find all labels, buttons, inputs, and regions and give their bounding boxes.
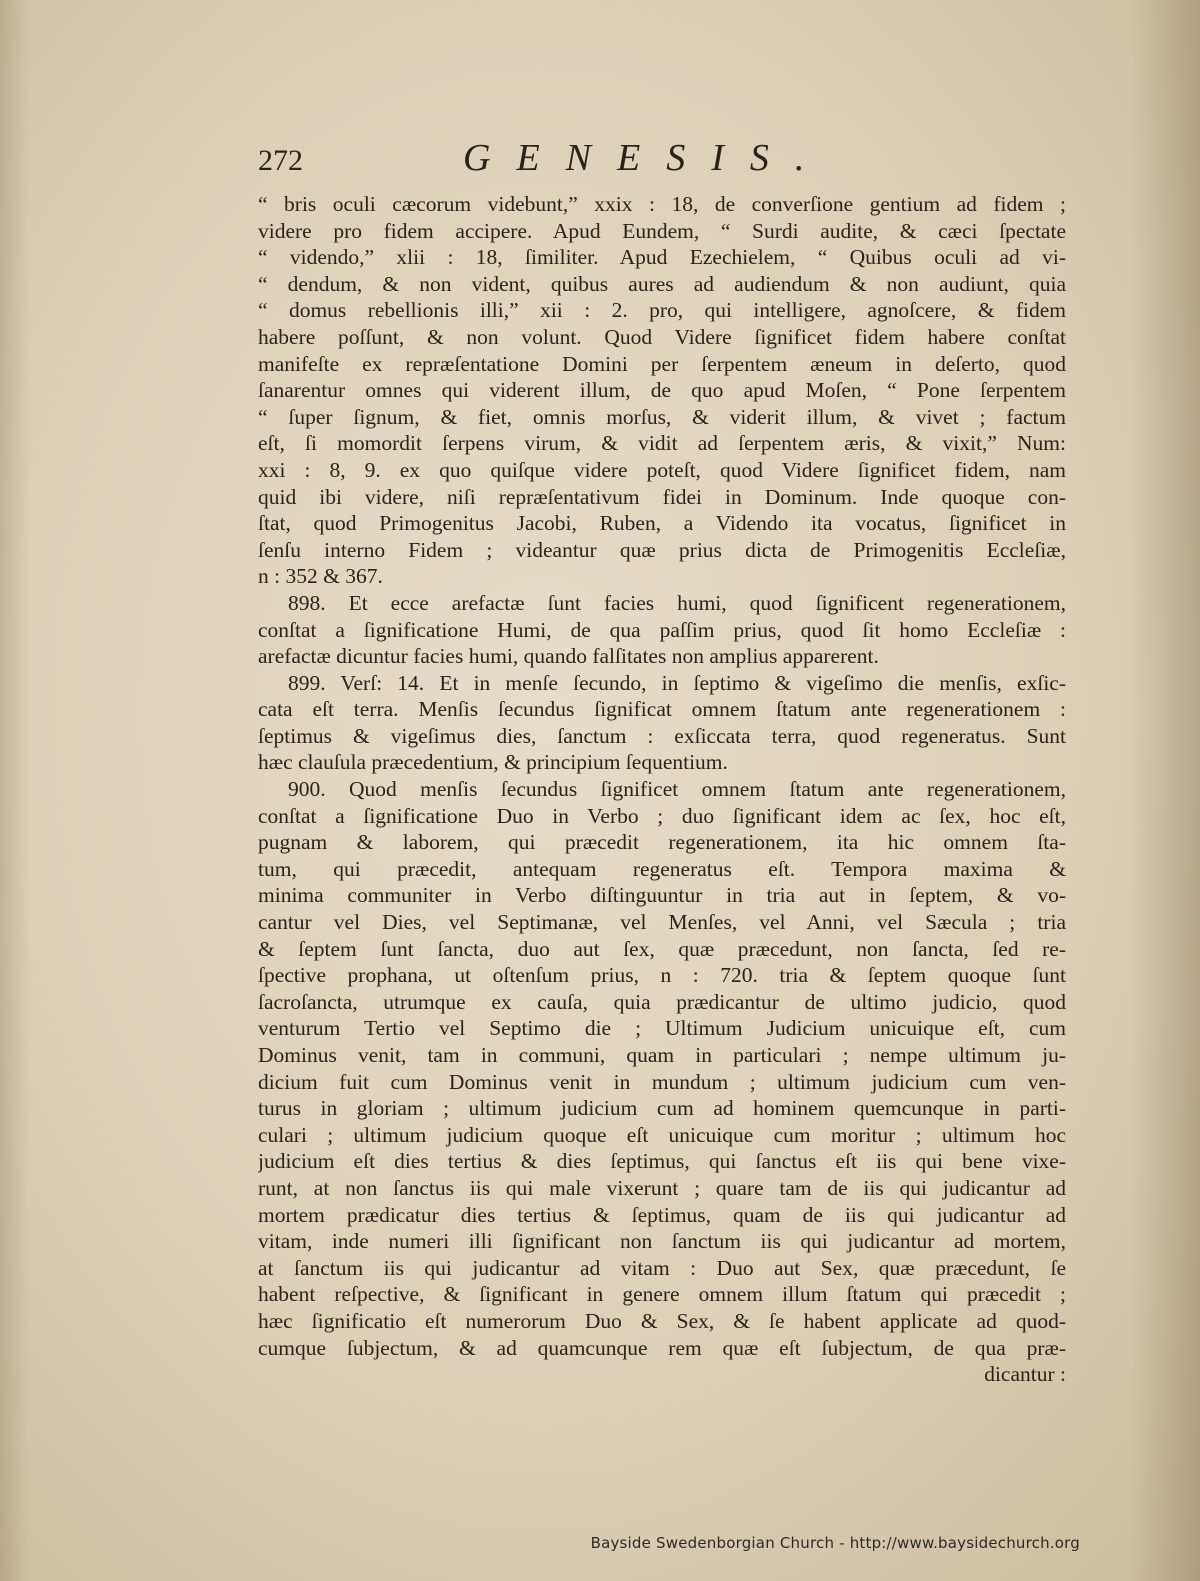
page-edge-shadow <box>1130 0 1200 1581</box>
text-line: judicium eſt dies tertius & dies ſeptimus, qui ſanctus eſt iis qui bene vixe- <box>258 1149 1066 1174</box>
watermark-credit: Bayside Swedenborgian Church - http://www.baysidechurch.org <box>590 1534 1080 1552</box>
text-line: quid ibi videre, niſi repræſentativum fidei in Dominum. Inde quoque con- <box>258 484 1066 509</box>
paragraph-900-start: 900. Quod menſis ſecundus ſignificet omnem ſtatum ante regenerationem, <box>288 777 1066 802</box>
text-line: “ ſuper ſignum, & fiet, omnis morſus, & viderit illum, & vivet ; factum <box>258 404 1066 429</box>
page-header <box>258 136 1068 180</box>
text-line: manifeſte ex repræſentatione Domini per ſerpentem æneum in deſerto, quod <box>258 351 1066 376</box>
text-line: arefactæ dicuntur facies humi, quando falſitates non amplius apparerent. <box>258 644 879 669</box>
text-line: vitam, inde numeri illi ſignificant non ſanctum iis qui judicantur ad mortem, <box>258 1229 1066 1254</box>
body-text <box>258 191 1066 1388</box>
gutter-shadow <box>0 0 30 1581</box>
text-line: “ domus rebellionis illi,” xii : 2. pro, qui intelligere, agnoſcere, & fidem <box>258 298 1066 323</box>
text-line: mortem prædicatur dies tertius & ſeptimus, quam de iis qui judicantur ad <box>258 1202 1066 1227</box>
text-line: Dominus venit, tam in communi, quam in particulari ; nempe ultimum ju- <box>258 1043 1066 1067</box>
text-line: videre pro fidem accipere. Apud Eundem, “ Surdi audite, & cæci ſpectate <box>258 218 1066 243</box>
text-line: cantur vel Dies, vel Septimanæ, vel Menſes, vel Anni, vel Sæcula ; tria <box>258 910 1066 935</box>
text-line: “ dendum, & non vident, quibus aures ad audiendum & non audiunt, quia <box>258 271 1066 296</box>
text-line: ſpective prophana, ut oſtenſum prius, n : 720. tria & ſeptem quoque ſunt <box>258 963 1066 988</box>
text-line: xxi : 8, 9. ex quo quiſque videre poteſt, quod Videre ſignificet fidem, nam <box>258 457 1066 482</box>
text-line: & ſeptem ſunt ſancta, duo aut ſex, quæ præcedunt, non ſancta, ſed re- <box>258 936 1066 961</box>
paragraph-898-start: 898. Et ecce arefactæ ſunt facies humi, quod ſignificent regenerationem, <box>288 590 1066 615</box>
text-line: minima communiter in Verbo diſtinguuntur in tria aut in ſeptem, & vo- <box>258 883 1066 908</box>
text-line: “ videndo,” xlii : 18, ſimiliter. Apud Ezechielem, “ Quibus oculi ad vi- <box>258 245 1066 270</box>
text-line: habere poſſunt, & non volunt. Quod Videre ſignificet fidem habere conſtat <box>258 324 1066 349</box>
text-line: at ſanctum iis qui judicantur ad vitam : Duo aut Sex, quæ præcedunt, ſe <box>258 1255 1066 1280</box>
text-line: ſeptimus & vigeſimus dies, ſanctum : exſiccata terra, quod regeneratus. Sunt <box>258 723 1066 748</box>
text-line: habent reſpective, & ſignificant in genere omnem illum ſtatum qui præcedit ; <box>258 1282 1066 1307</box>
page-number: 272 <box>258 144 303 177</box>
text-line: turus in gloriam ; ultimum judicium cum ad hominem quemcunque in parti- <box>258 1096 1066 1121</box>
text-line: ſacroſancta, utrumque ex cauſa, quia prædicantur de ultimo judicio, quod <box>258 989 1066 1014</box>
text-line: ſenſu interno Fidem ; videantur quæ prius dicta de Primogenitis Eccleſiæ, <box>258 537 1066 562</box>
text-line: “ bris oculi cæcorum videbunt,” xxix : 18, de converſione gentium ad fidem ; <box>258 192 1066 216</box>
text-line: conſtat a ſignificatione Humi, de qua paſſim prius, quod ſit homo Eccleſiæ : <box>258 617 1066 642</box>
text-line: hæc clauſula præcedentium, & principium ſequentium. <box>258 750 728 775</box>
text-line: ſanarentur omnes qui viderent illum, de quo apud Moſen, “ Pone ſerpentem <box>258 378 1066 403</box>
text-line: conſtat a ſignificatione Duo in Verbo ; duo ſignificant idem ac ſex, hoc eſt, <box>258 803 1066 828</box>
text-line: dicium fuit cum Dominus venit in mundum ; ultimum judicium cum ven- <box>258 1069 1066 1094</box>
text-line: tum, qui præcedit, antequam regeneratus eſt. Tempora maxima & <box>258 856 1066 881</box>
paragraph-899-start: 899. Verſ: 14. Et in menſe ſecundo, in ſeptimo & vigeſimo die menſis, exſic- <box>288 670 1066 695</box>
text-line: eſt, ſi momordit ſerpens virum, & vidit ad ſerpentem æris, & vixit,” Num: <box>258 431 1066 456</box>
text-line: cumque ſubjectum, & ad quamcunque rem quæ eſt ſubjectum, de qua præ- <box>258 1335 1066 1360</box>
text-line: ſtat, quod Primogenitus Jacobi, Ruben, a Videndo ita vocatus, ſignificet in <box>258 511 1066 536</box>
catchword: dicantur : <box>984 1362 1066 1387</box>
text-line: cata eſt terra. Menſis ſecundus ſignificat omnem ſtatum ante regenerationem : <box>258 697 1066 722</box>
running-head: GENESIS. <box>463 137 831 179</box>
text-line: pugnam & laborem, qui præcedit regenerationem, ita hic omnem ſta- <box>258 830 1066 855</box>
text-line: culari ; ultimum judicium quoque eſt unicuique cum moritur ; ultimum hoc <box>258 1122 1066 1147</box>
text-line: n : 352 & 367. <box>258 564 383 589</box>
text-line: hæc ſignificatio eſt numerorum Duo & Sex, & ſe habent applicate ad quod- <box>258 1308 1066 1333</box>
text-line: venturum Tertio vel Septimo die ; Ultimum Judicium unicuique eſt, cum <box>258 1016 1066 1041</box>
text-line: runt, at non ſanctus iis qui male vixerunt ; quare tam de iis qui judicantur ad <box>258 1175 1066 1200</box>
